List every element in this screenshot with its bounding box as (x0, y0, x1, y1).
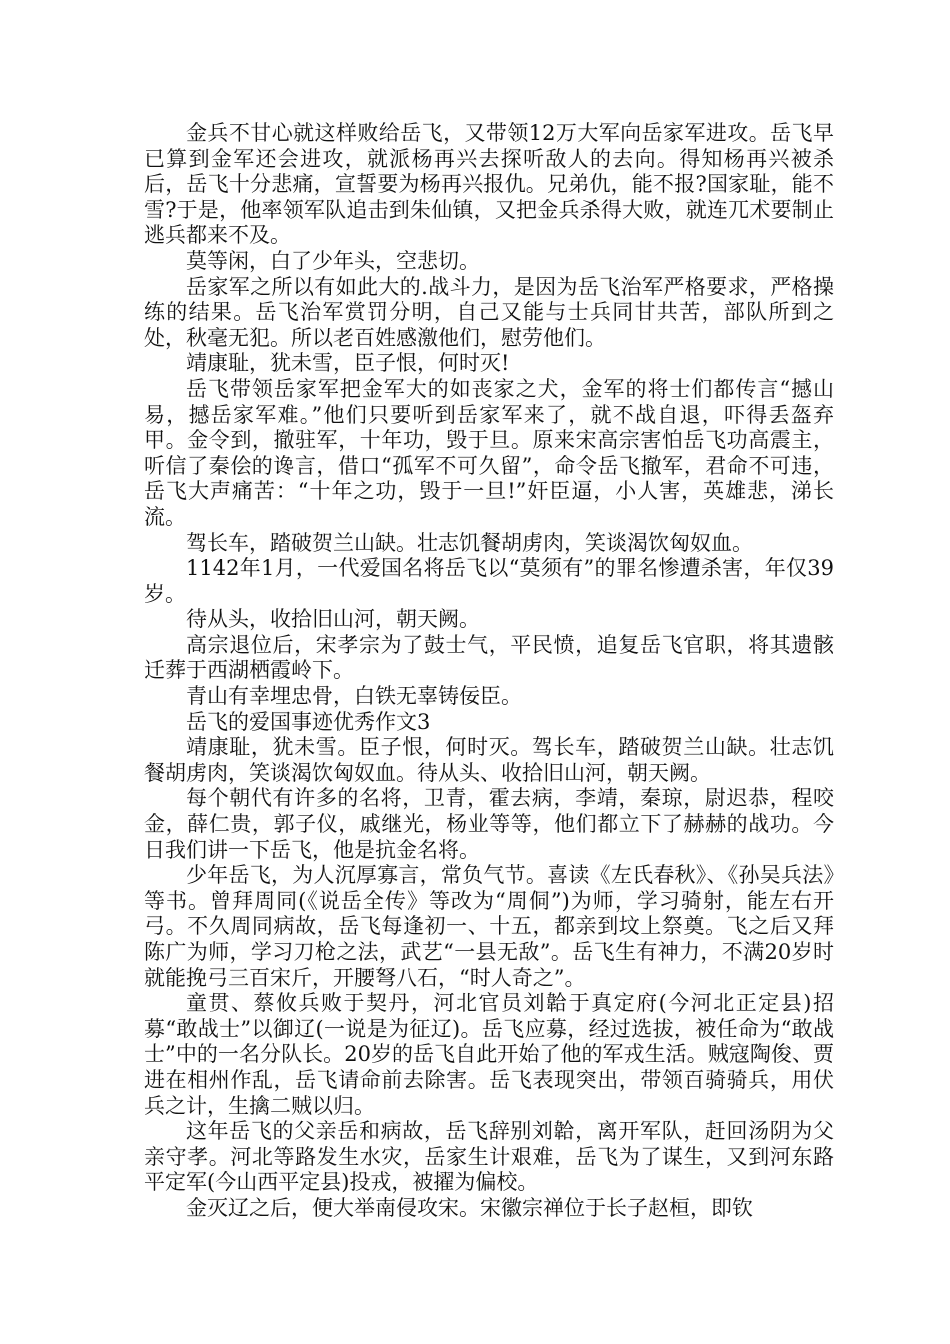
paragraph: 靖康耻，犹未雪，臣子恨，何时灭! (186, 351, 510, 376)
article-body (144, 121, 834, 1222)
section-title: 岳飞的爱国事迹优秀作文3 (186, 709, 431, 734)
paragraph: 金灭辽之后，便大举南侵攻宋。宋徽宗禅位于长子赵桓，即钦 (186, 1195, 753, 1220)
paragraph: 这年岳飞的父亲岳和病故，岳飞辞别刘韐，离开军队，赶回汤阴为父亲守孝。河北等路发生水灾，岳家生计艰难，岳飞为了谋生，又到河东路平定军(今山西平定县)投戎，被擢为偏校。 (144, 1119, 834, 1195)
paragraph: 岳飞带领岳家军把金军大的如丧家之犬，金军的将士们都传言“撼山易，撼岳家军难。”他们只要听到岳家军来了，就不战自退，吓得丢盔弃甲。金令到，撤驻军，十年功，毁于旦。原来宋高宗害怕岳飞功高震主，听信了秦侩的谗言，借口“孤军不可久留”，命令岳飞撤军，君命不可违，岳飞大声痛苦：“十年之功，毁于一旦!”奸臣逼，小人害，英雄悲，涕长流。 (144, 376, 834, 529)
paragraph: 每个朝代有许多的名将，卫青，霍去病，李靖，秦琼，尉迟恭，程咬金，薛仁贵，郭子仪，戚继光，杨业等等，他们都立下了赫赫的战功。今日我们讲一下岳飞，他是抗金名将。 (144, 786, 834, 862)
paragraph: 少年岳飞，为人沉厚寡言，常负气节。喜读《左氏春秋》、《孙吴兵法》等书。曾拜周同(《说岳全传》等改为“周侗”)为师，学习骑射，能左右开弓。不久周同病故，岳飞每逢初一、十五，都亲到坟上祭奠。飞之后又拜陈广为师，学习刀枪之法，武艺“一县无敌”。岳飞生有神力，不满20岁时就能挽弓三百宋斤，开腰弩八石，“时人奇之”。 (144, 863, 834, 990)
paragraph: 驾长车，踏破贺兰山缺。壮志饥餐胡虏肉，笑谈渴饮匈奴血。 (186, 530, 753, 555)
paragraph: 青山有幸埋忠骨，白铁无辜铸佞臣。 (186, 684, 522, 709)
paragraph: 岳家军之所以有如此大的.战斗力，是因为岳飞治军严格要求，严格操练的结果。岳飞治军赏罚分明，自己又能与士兵同甘共苦，部队所到之处，秋毫无犯。所以老百姓感激他们，慰劳他们。 (144, 274, 834, 350)
paragraph: 童贯、蔡攸兵败于契丹，河北官员刘韐于真定府(今河北正定县)招募“敢战士”以御辽(一说是为征辽)。岳飞应募，经过选拔，被任命为“敢战士”中的一名分队长。20岁的岳飞自此开始了他的军戎生活。贼寇陶俊、贾进在相州作乱，岳飞请命前去除害。岳飞表现突出，带领百骑骑兵，用伏兵之计，生擒二贼以归。 (144, 991, 834, 1118)
paragraph: 靖康耻，犹未雪。臣子恨，何时灭。驾长车，踏破贺兰山缺。壮志饥餐胡虏肉，笑谈渴饮匈奴血。待从头、收拾旧山河，朝天阙。 (144, 735, 834, 785)
paragraph: 待从头，收拾旧山河，朝天阙。 (186, 607, 480, 632)
paragraph: 莫等闲，白了少年头，空悲切。 (186, 248, 480, 273)
paragraph: 金兵不甘心就这样败给岳飞，又带领12万大军向岳家军进攻。岳飞早已算到金军还会进攻，就派杨再兴去探听敌人的去向。得知杨再兴被杀后，岳飞十分悲痛，宣誓要为杨再兴报仇。兄弟仇，能不报?国家耻，能不雪?于是，他率领军队追击到朱仙镇，又把金兵杀得大败，就连兀术要制止逃兵都来不及。 (144, 121, 834, 248)
paragraph: 高宗退位后，宋孝宗为了鼓士气，平民愤，追复岳飞官职，将其遗骸迁葬于西湖栖霞岭下。 (144, 632, 834, 683)
paragraph: 1142年1月，一代爱国名将岳飞以“莫须有”的罪名惨遭杀害，年仅39岁。 (144, 556, 834, 606)
